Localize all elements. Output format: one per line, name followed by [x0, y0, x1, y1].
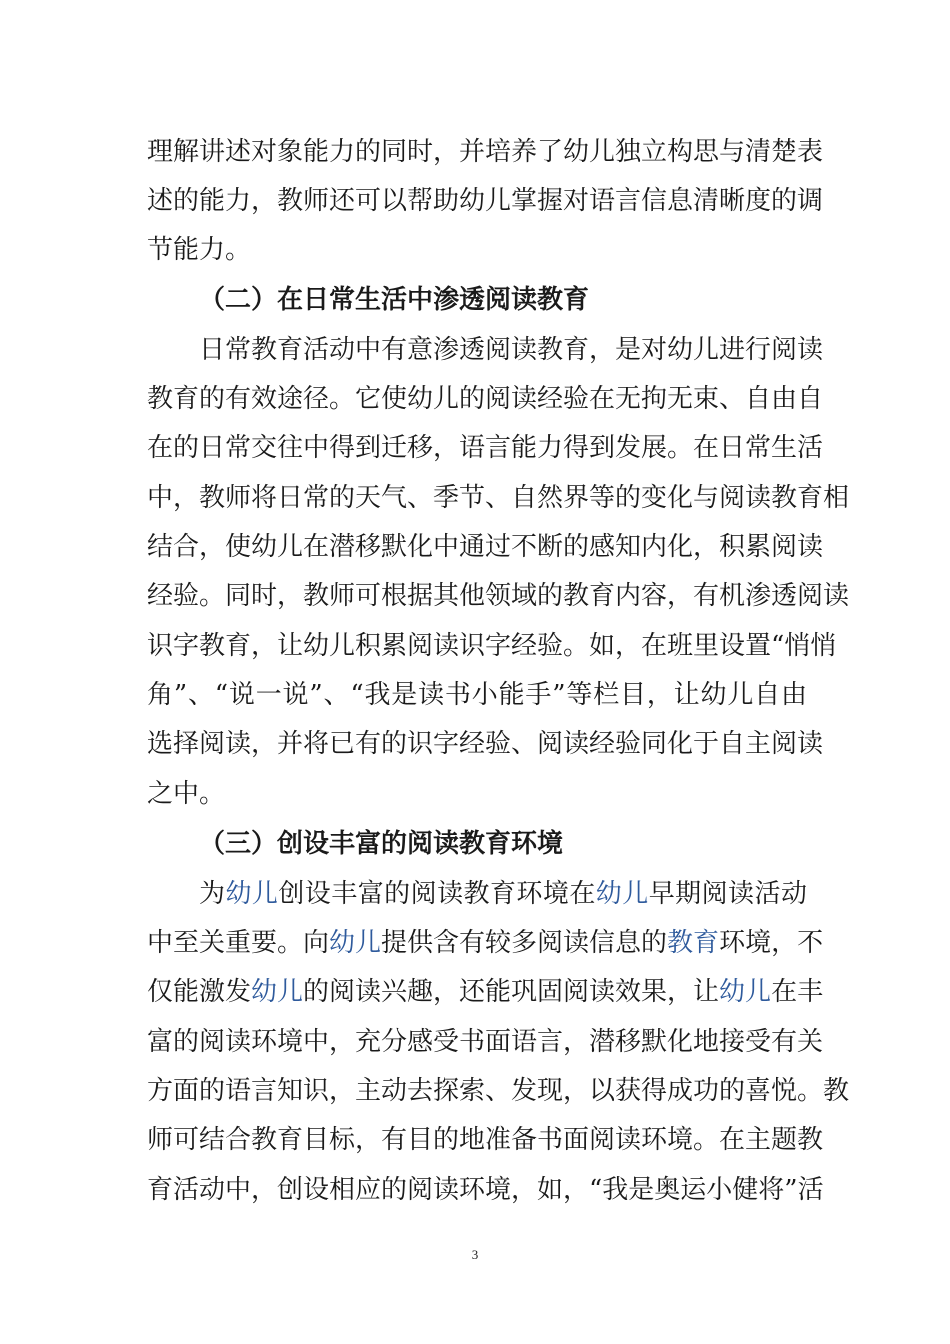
text-span: 为: [199, 879, 226, 909]
paragraph-line: 中，教师将日常的天气、季节、自然界等的变化与阅读教育相: [147, 483, 850, 513]
keyword-link[interactable]: 教育: [667, 928, 720, 958]
keyword-link[interactable]: 幼儿: [329, 928, 382, 958]
page-number: 3: [471, 1247, 479, 1262]
text-span: 在丰: [771, 977, 824, 1007]
keyword-link[interactable]: 幼儿: [251, 977, 304, 1007]
paragraph-line: [147, 977, 824, 1007]
text-span: 提供含有较多阅读信息的: [381, 928, 668, 958]
paragraph-line: 选择阅读，并将已有的识字经验、阅读经验同化于自主阅读: [147, 729, 824, 759]
paragraph-line: 育活动中，创设相应的阅读环境，如，“我是奥运小健将”活: [147, 1175, 824, 1205]
paragraph-line: 识字教育，让幼儿积累阅读识字经验。如，在班里设置“悄悄: [147, 631, 837, 661]
paragraph-line: 日常教育活动中有意渗透阅读教育，是对幼儿进行阅读: [199, 335, 824, 365]
paragraph-line: 富的阅读环境中，充分感受书面语言，潜移默化地接受有关: [147, 1027, 824, 1057]
paragraph-line: 师可结合教育目标，有目的地准备书面阅读环境。在主题教: [147, 1125, 824, 1155]
keyword-link[interactable]: 幼儿: [225, 879, 279, 909]
text-span: 的阅读兴趣，还能巩固阅读效果，让: [303, 977, 720, 1007]
paragraph-line: 结合，使幼儿在潜移默化中通过不断的感知内化，积累阅读: [147, 532, 824, 562]
paragraph-line: 节能力。: [147, 235, 252, 265]
section-heading: （三）创设丰富的阅读教育环境: [199, 829, 564, 859]
paragraph-line: 理解讲述对象能力的同时，并培养了幼儿独立构思与清楚表: [147, 137, 824, 167]
paragraph-line: 之中。: [147, 779, 226, 809]
paragraph-line: 方面的语言知识，主动去探索、发现，以获得成功的喜悦。教: [147, 1076, 850, 1106]
paragraph-line: 教育的有效途径。它使幼儿的阅读经验在无拘无束、自由自: [147, 384, 824, 414]
paragraph-line: 角”、“说一说”、“我是读书小能手”等栏目，让幼儿自由: [147, 680, 807, 710]
text-span: 仅能激发: [147, 977, 252, 1007]
paragraph-line: [199, 879, 807, 909]
section-heading: （二）在日常生活中渗透阅读教育: [199, 285, 590, 315]
text-span: 创设丰富的阅读教育环境在: [278, 879, 596, 909]
text-span: 中至关重要。向: [147, 928, 330, 958]
paragraph-line: [147, 928, 824, 958]
paragraph-line: 在的日常交往中得到迁移，语言能力得到发展。在日常生活: [147, 433, 824, 463]
keyword-link[interactable]: 幼儿: [719, 977, 772, 1007]
keyword-link[interactable]: 幼儿: [595, 879, 649, 909]
text-span: 环境，不: [719, 928, 824, 958]
text-span: 早期阅读活动: [648, 879, 807, 909]
paragraph-line: 经验。同时，教师可根据其他领域的教育内容，有机渗透阅读: [147, 581, 850, 611]
paragraph-line: 述的能力，教师还可以帮助幼儿掌握对语言信息清晰度的调: [147, 186, 824, 216]
